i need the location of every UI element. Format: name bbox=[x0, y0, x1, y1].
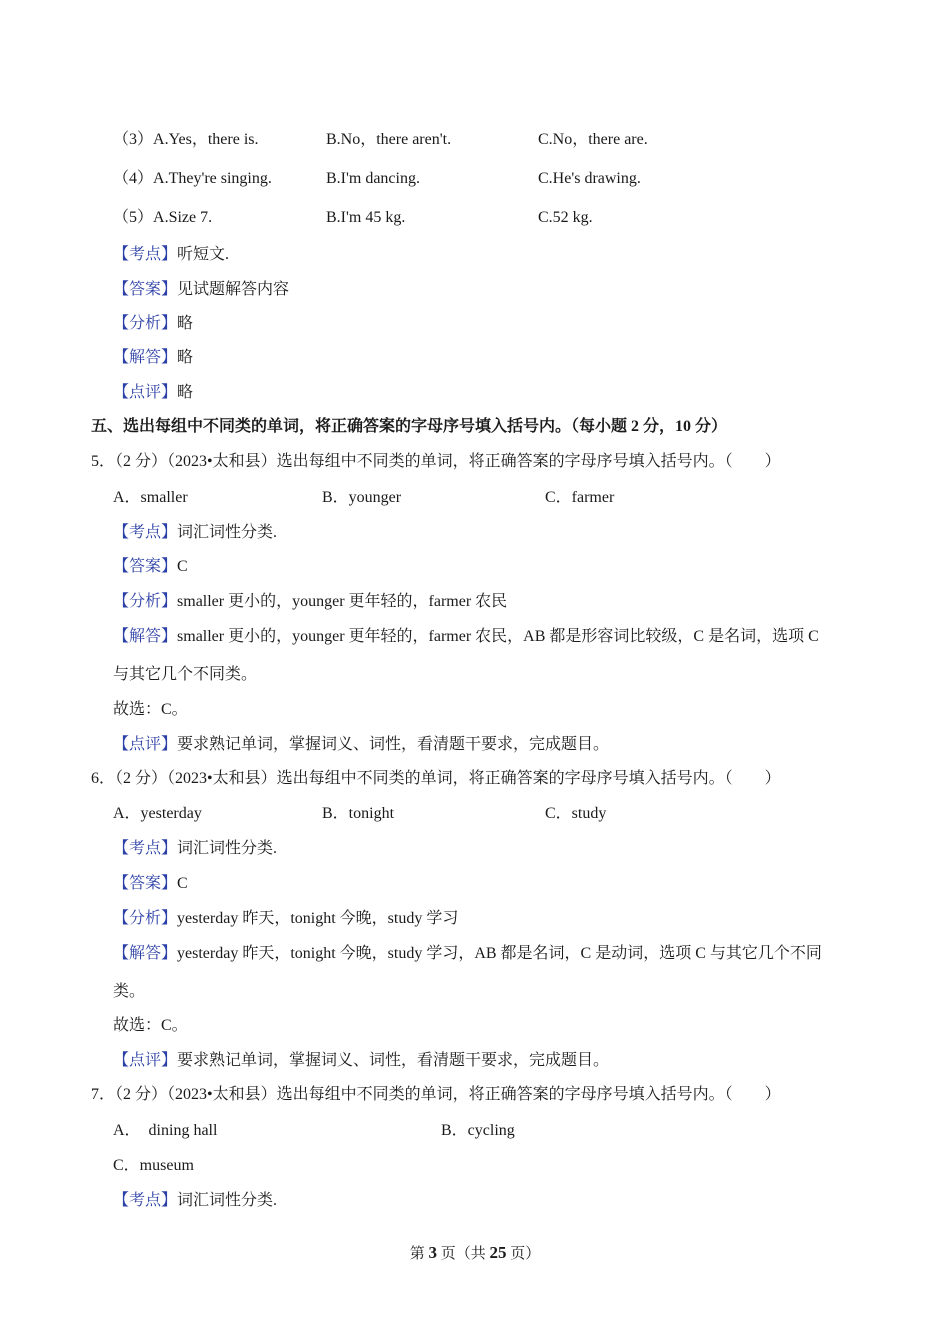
option-b: B.I'm dancing. bbox=[326, 170, 420, 187]
solution-label: 【解答】 bbox=[113, 349, 178, 366]
option-a: A．yesterday bbox=[113, 805, 202, 822]
kaodian-label: 【考点】 bbox=[113, 524, 178, 541]
comment-row: 【点评】要求熟记单词，掌握词义、词性，看清题干要求，完成题目。 bbox=[113, 1052, 610, 1069]
final-choice: 故选：C。 bbox=[113, 1017, 188, 1034]
analysis-label: 【分析】 bbox=[113, 593, 178, 610]
option-c: C．museum bbox=[113, 1157, 194, 1174]
section-heading: 五、选出每组中不同类的单词，将正确答案的字母序号填入括号内。（每小题 2 分，10 分） bbox=[91, 418, 728, 435]
option-a: （5）A.Size 7. bbox=[113, 209, 213, 226]
total-pages-number: 25 bbox=[489, 1243, 507, 1262]
option-a: A．smaller bbox=[113, 489, 188, 506]
option-c: C．farmer bbox=[545, 489, 615, 506]
comment-label: 【点评】 bbox=[113, 1052, 178, 1069]
comment-label: 【点评】 bbox=[113, 736, 178, 753]
question-stem: 6．（2 分）（2023•太和县）选出每组中不同类的单词，将正确答案的字母序号填入括号内。（ ） bbox=[91, 770, 781, 787]
option-b: B．tonight bbox=[322, 805, 395, 822]
page-footer: 第 3 页（共 25 页） bbox=[409, 1243, 541, 1262]
final-choice: 故选：C。 bbox=[113, 701, 188, 718]
option-b: B.No，there aren't. bbox=[326, 131, 452, 148]
comment-row: 【点评】要求熟记单词，掌握词义、词性，看清题干要求，完成题目。 bbox=[113, 736, 610, 753]
option-c: C．study bbox=[545, 805, 607, 822]
answer-label: 【答案】 bbox=[113, 875, 178, 892]
kaodian-label: 【考点】 bbox=[113, 246, 178, 263]
question-stem: 7．（2 分）（2023•太和县）选出每组中不同类的单词，将正确答案的字母序号填入括号内。（ ） bbox=[91, 1086, 781, 1103]
kaodian-label: 【考点】 bbox=[113, 840, 178, 857]
option-a: （3）A.Yes，there is. bbox=[113, 131, 259, 148]
option-a: （4）A.They're singing. bbox=[113, 170, 272, 187]
answer-label: 【答案】 bbox=[113, 281, 178, 298]
option-c: C.No，there are. bbox=[538, 131, 648, 148]
question-stem: 5．（2 分）（2023•太和县）选出每组中不同类的单词，将正确答案的字母序号填入括号内。（ ） bbox=[91, 453, 781, 470]
answer-label: 【答案】 bbox=[113, 558, 178, 575]
kaodian-label: 【考点】 bbox=[113, 1192, 178, 1209]
analysis-row: 【分析】smaller 更小的，younger 更年轻的，farmer 农民 bbox=[113, 593, 508, 610]
option-b: B．cycling bbox=[441, 1122, 515, 1139]
option-c: C.52 kg. bbox=[538, 209, 593, 226]
kaodian-row: 【考点】词汇词性分类. bbox=[113, 524, 278, 541]
kaodian-row: 【考点】词汇词性分类. bbox=[113, 840, 278, 857]
option-a: A． dining hall bbox=[113, 1122, 218, 1139]
solution-continuation: 类。 bbox=[113, 983, 146, 1000]
solution-label: 【解答】 bbox=[113, 628, 178, 645]
solution-continuation: 与其它几个不同类。 bbox=[113, 666, 258, 683]
kaodian-row: 【考点】词汇词性分类. bbox=[113, 1192, 278, 1209]
analysis-label: 【分析】 bbox=[113, 910, 178, 927]
answer-row: 【答案】C bbox=[113, 875, 188, 892]
solution-row: 【解答】smaller 更小的，younger 更年轻的，farmer 农民，AB 都是形容词比较级，C 是名词，选项 C bbox=[113, 628, 819, 645]
analysis-row: 【分析】yesterday 昨天，tonight 今晚，study 学习 bbox=[113, 910, 459, 927]
solution-row: 【解答】略 bbox=[113, 349, 194, 366]
current-page-number: 3 bbox=[428, 1243, 437, 1262]
kaodian-row: 【考点】听短文. bbox=[113, 246, 230, 263]
answer-row: 【答案】C bbox=[113, 558, 188, 575]
option-b: B.I'm 45 kg. bbox=[326, 209, 406, 226]
comment-label: 【点评】 bbox=[113, 384, 178, 401]
answer-row: 【答案】见试题解答内容 bbox=[113, 281, 290, 298]
solution-row: 【解答】yesterday 昨天，tonight 今晚，study 学习，AB 都是名词，C 是动词，选项 C 与其它几个不同 bbox=[113, 945, 822, 962]
option-c: C.He's drawing. bbox=[538, 170, 641, 187]
analysis-label: 【分析】 bbox=[113, 315, 178, 332]
comment-row: 【点评】略 bbox=[113, 384, 194, 401]
solution-label: 【解答】 bbox=[113, 945, 178, 962]
option-b: B．younger bbox=[322, 489, 402, 506]
analysis-row: 【分析】略 bbox=[113, 315, 194, 332]
